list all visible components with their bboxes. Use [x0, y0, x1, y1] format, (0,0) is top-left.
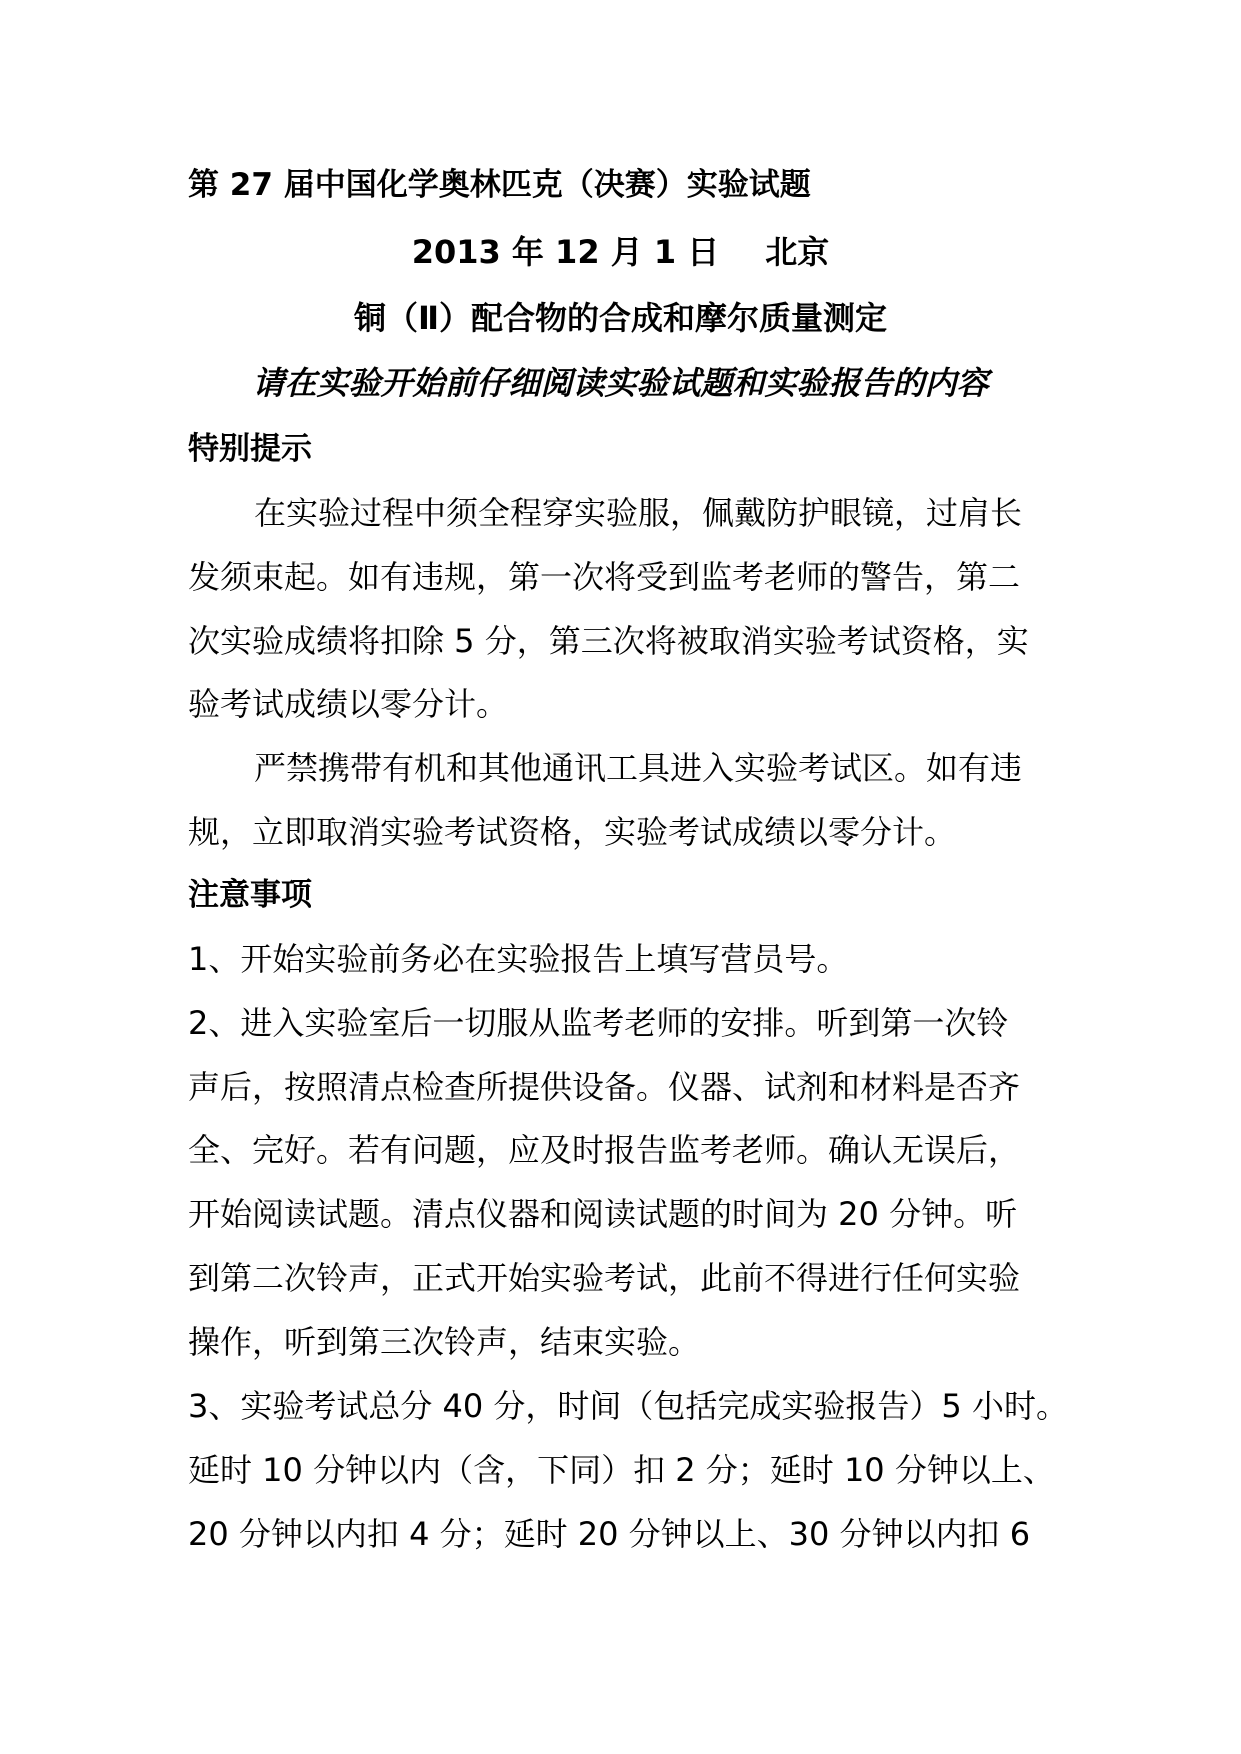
note-item-2-line: 到第二次铃声，正式开始实验考试，此前不得进行任何实验 — [188, 1259, 1021, 1297]
special-notice-heading: 特别提示 — [188, 431, 312, 467]
notice-para1-line: 发须束起。如有违规，第一次将受到监考老师的警告，第二 — [188, 558, 1021, 596]
note-item-3-line: 20 分钟以内扣 4 分；延时 20 分钟以上、30 分钟以内扣 6 — [188, 1515, 1031, 1553]
notice-para2-line: 严禁携带有机和其他通讯工具进入实验考试区。如有违 — [254, 749, 1023, 787]
notes-heading: 注意事项 — [188, 877, 312, 913]
note-item-2-line: 操作，听到第三次铃声，结束实验。 — [188, 1323, 701, 1361]
reading-reminder: 请在实验开始前仔细阅读实验试题和实验报告的内容 — [252, 364, 989, 402]
note-item-3-line: 延时 10 分钟以内（含，下同）扣 2 分；延时 10 分钟以上、 — [188, 1451, 1055, 1489]
note-item-2-line: 声后，按照清点检查所提供设备。仪器、试剂和材料是否齐 — [188, 1068, 1021, 1106]
notice-para1-line: 次实验成绩将扣除 5 分，第三次将被取消实验考试资格，实 — [188, 622, 1029, 660]
notice-para1-line: 验考试成绩以零分计。 — [188, 685, 509, 723]
notice-para1-line: 在实验过程中须全程穿实验服，佩戴防护眼镜，过肩长 — [254, 494, 1023, 532]
note-item-3-line: 3、实验考试总分 40 分，时间（包括完成实验报告）5 小时。 — [188, 1387, 1068, 1425]
experiment-subject: 铜（Ⅱ）配合物的合成和摩尔质量测定 — [353, 299, 888, 337]
note-item-1-line: 1、开始实验前务必在实验报告上填写营员号。 — [188, 940, 849, 978]
exam-title: 第 27 届中国化学奥林匹克（决赛）实验试题 — [188, 167, 811, 203]
note-item-2-line: 2、进入实验室后一切服从监考老师的安排。听到第一次铃 — [188, 1004, 1009, 1042]
exam-date: 2013 年 12 月 1 日 — [411, 233, 720, 271]
notice-para2-line: 规，立即取消实验考试资格，实验考试成绩以零分计。 — [188, 813, 957, 851]
exam-city: 北京 — [765, 233, 830, 271]
note-item-2-line: 全、完好。若有问题，应及时报告监考老师。确认无误后， — [188, 1131, 1021, 1169]
exam-date-location — [0, 232, 1241, 272]
note-item-2-line: 开始阅读试题。清点仪器和阅读试题的时间为 20 分钟。听 — [188, 1195, 1018, 1233]
